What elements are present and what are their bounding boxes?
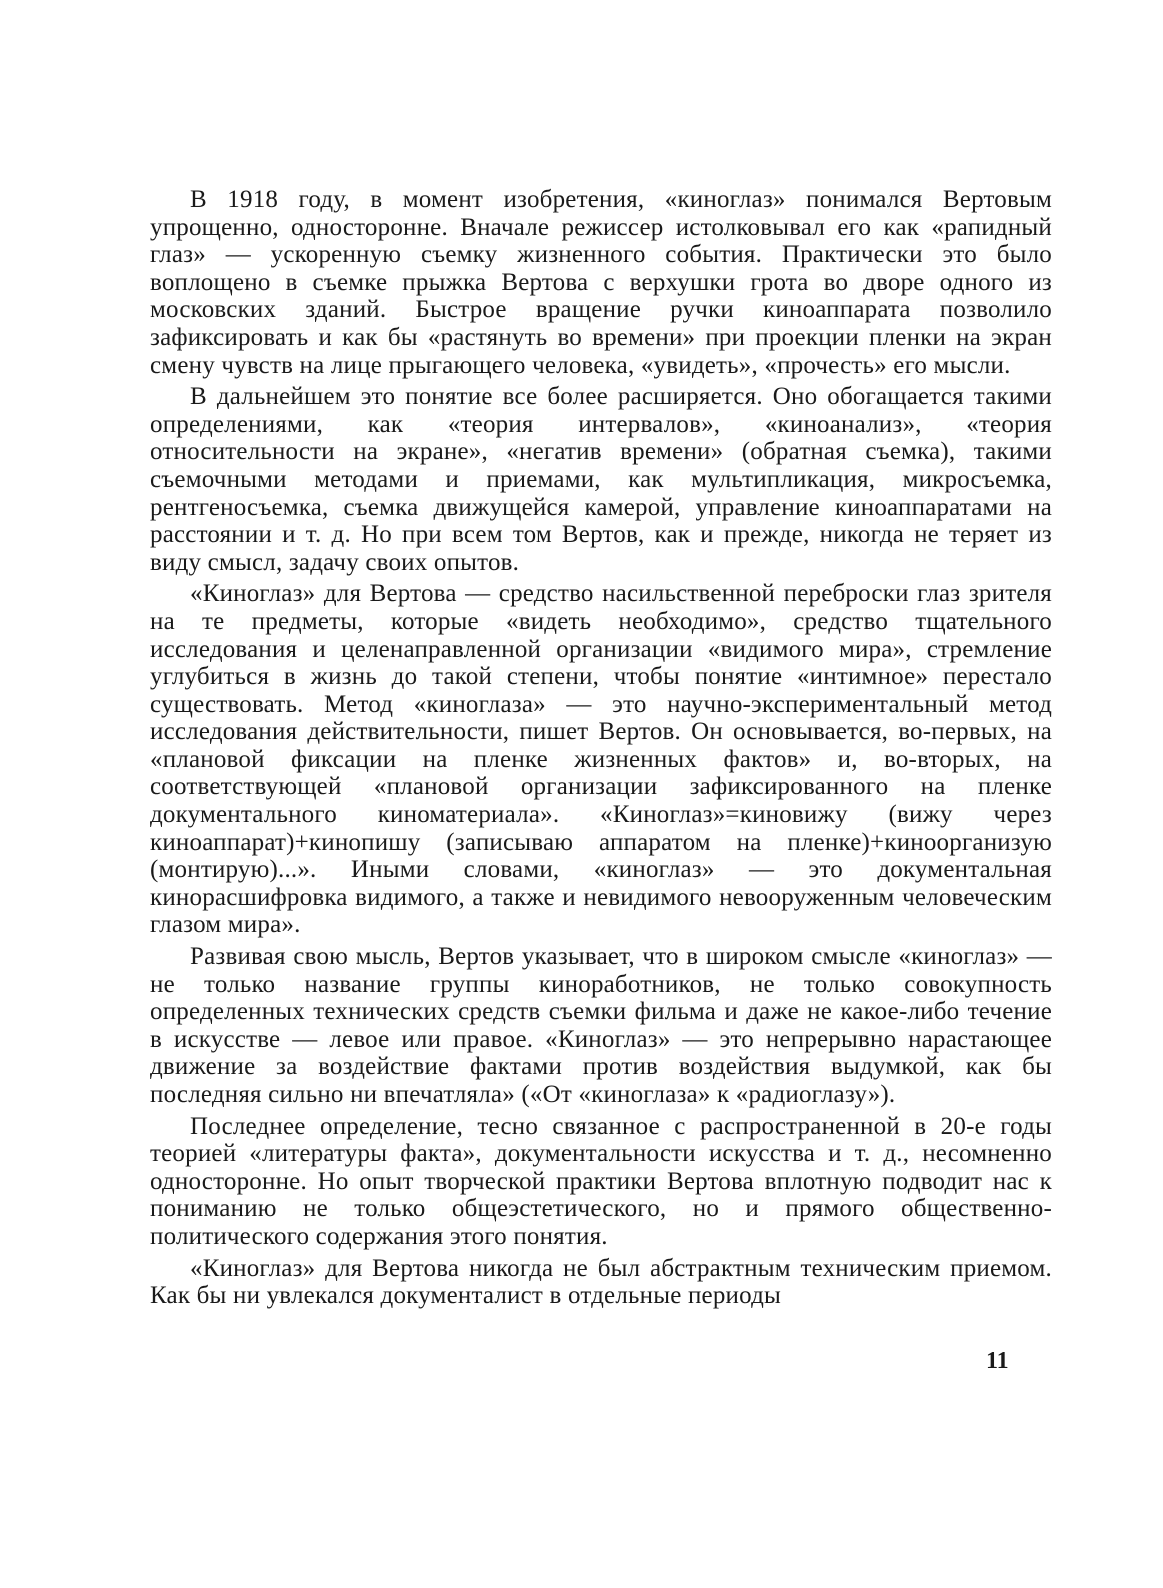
- body-text: [150, 186, 1052, 1314]
- paragraph-2: В дальнейшем это понятие все более расширяется. Оно обогащается такими определениями, как «теория интервалов», «киноанализ», «теория относительности на экране», «негатив времени» (обратная съемка), такими съемочными методами и приемами, как мультипликация, микросъемка, рентгеносъемка, съемка движущейся камерой, управление киноаппаратами на расстоянии и т. д. Но при всем том Вертов, как и прежде, никогда не теряет из виду смысл, задачу своих опытов.: [150, 383, 1052, 576]
- paragraph-1: В 1918 году, в момент изобретения, «киноглаз» понимался Вертовым упрощенно, односторонне. Вначале режиссер истолковывал его как «рапидный глаз» — ускоренную съемку жизненного события. Практически это было воплощено в съемке прыжка Вертова с верхушки грота во дворе одного из московских зданий. Быстрое вращение ручки киноаппарата позволило зафиксировать и как бы «растянуть во времени» при проекции пленки на экран смену чувств на лице прыгающего человека, «увидеть», «прочесть» его мысли.: [150, 186, 1052, 379]
- paragraph-4: Развивая свою мысль, Вертов указывает, что в широком смысле «киноглаз» — не только название группы киноработников, не только совокупность определенных технических средств съемки фильма и даже не какое-либо течение в искусстве — левое или правое. «Киноглаз» — это непрерывно нарастающее движение за воздействие фактами против воздействия выдумкой, как бы последняя сильно ни впечатляла» («От «киноглаза» к «радиоглазу»).: [150, 943, 1052, 1108]
- page-number: 11: [986, 1348, 1009, 1374]
- paragraph-6: «Киноглаз» для Вертова никогда не был абстрактным техническим приемом. Как бы ни увлекался документалист в отдельные периоды: [150, 1254, 1052, 1310]
- paragraph-5: Последнее определение, тесно связанное с распространенной в 20-е годы теорией «литературы факта», документальности искусства и т. д., несомненно односторонне. Но опыт творческой практики Вертова вплотную подводит нас к пониманию не только общеэстетического, но и прямого общественно-политического содержания этого понятия.: [150, 1112, 1052, 1250]
- paragraph-3: «Киноглаз» для Вертова — средство насильственной переброски глаз зрителя на те предметы, которые «видеть необходимо», средство тщательного исследования и целенаправленной организации «видимого мира», стремление углубиться в жизнь до такой степени, чтобы понятие «интимное» перестало существовать. Метод «киноглаза» — это научно-экспериментальный метод исследования действительности, пишет Вертов. Он основывается, во-первых, на «плановой фиксации на пленке жизненных фактов» и, во-вторых, на соответствующей «плановой организации зафиксированного на пленке документального киноматериала». «Киноглаз»=киновижу (вижу через киноаппарат)+кинопишу (записываю аппаратом на пленке)+киноорганизую (монтирую)...». Иными словами, «киноглаз» — это документальная кинорасшифровка видимого, а также и невидимого невооруженным человеческим глазом мира».: [150, 580, 1052, 939]
